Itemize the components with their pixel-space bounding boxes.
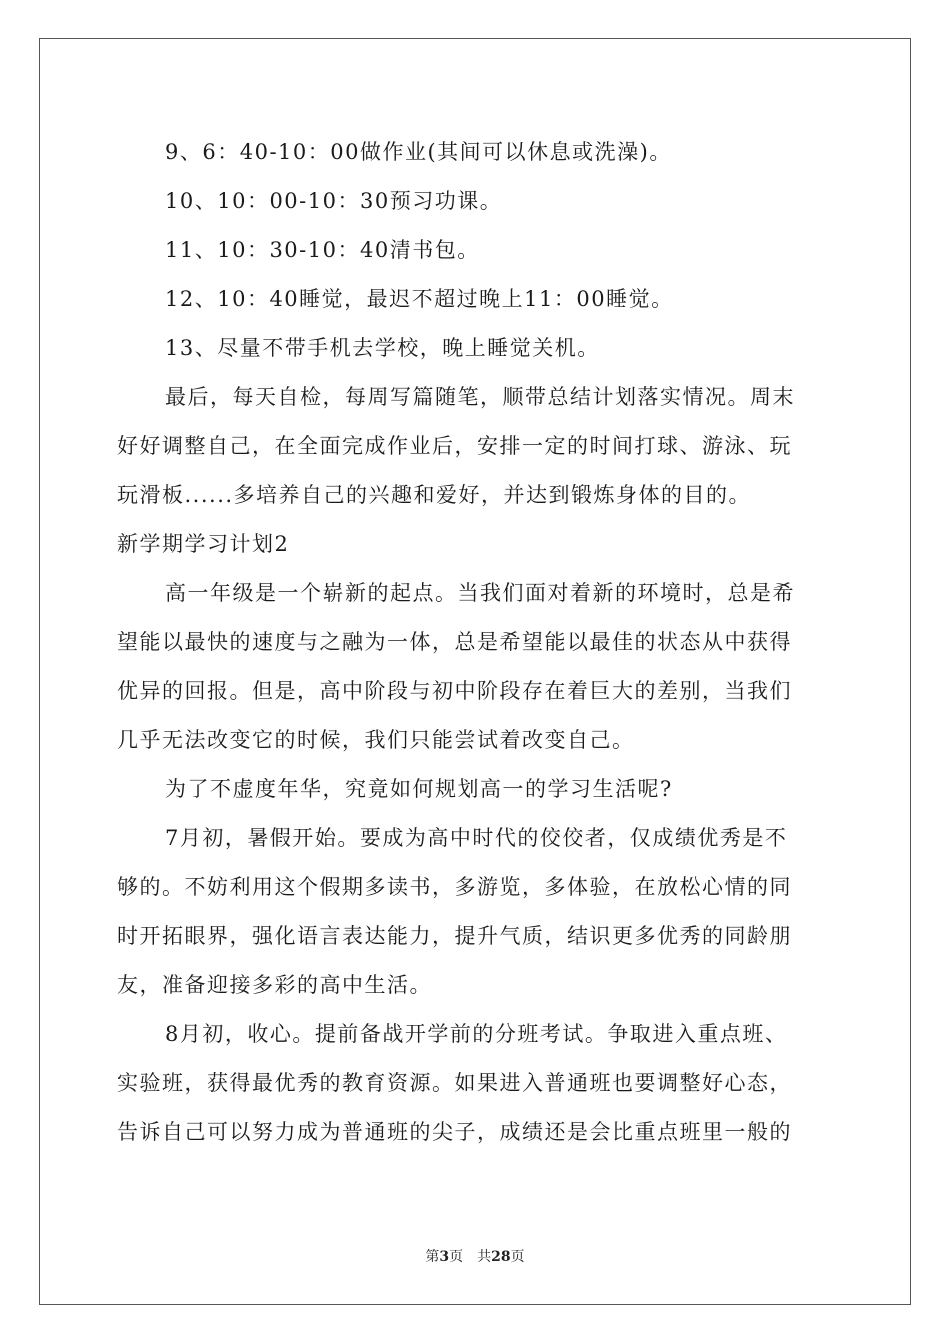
paragraph-line: 7月初，暑假开始。要成为高中时代的佼佼者，仅成绩优秀是不 bbox=[165, 826, 788, 850]
list-item: 11、10：30-10：40清书包。 bbox=[165, 238, 480, 262]
paragraph-line: 玩滑板......多培养自己的兴趣和爱好，并达到锻炼身体的目的。 bbox=[117, 483, 752, 507]
paragraph-line: 高一年级是一个崭新的起点。当我们面对着新的环境时，总是希 bbox=[165, 581, 795, 605]
document-body bbox=[117, 128, 835, 1157]
paragraph-line: 友，准备迎接多彩的高中生活。 bbox=[117, 973, 432, 997]
total-pages: 28 bbox=[491, 1249, 511, 1265]
paragraph bbox=[117, 765, 835, 814]
paragraph-line: 时开拓眼界，强化语言表达能力，提升气质，结识更多优秀的同龄朋 bbox=[117, 924, 792, 948]
paragraph-line: 告诉自己可以努力成为普通班的尖子，成绩还是会比重点班里一般的 bbox=[117, 1120, 792, 1144]
list-item: 9、6：40-10：00做作业(其间可以休息或洗澡)。 bbox=[165, 140, 672, 164]
list-item: 10、10：00-10：30预习功课。 bbox=[165, 189, 503, 213]
paragraph-line: 为了不虚度年华，究竟如何规划高一的学习生活呢? bbox=[165, 777, 673, 801]
footer-prefix: 第 bbox=[425, 1249, 440, 1265]
paragraph-line: 实验班，获得最优秀的教育资源。如果进入普通班也要调整好心态， bbox=[117, 1071, 792, 1095]
footer-suffix: 页 bbox=[510, 1249, 525, 1265]
paragraph-line: 最后，每天自检，每周写篇随笔，顺带总结计划落实情况。周末 bbox=[165, 385, 795, 409]
paragraph-line: 优异的回报。但是，高中阶段与初中阶段存在着巨大的差别，当我们 bbox=[117, 679, 792, 703]
paragraph bbox=[117, 569, 835, 765]
page-number: 3 bbox=[439, 1249, 450, 1265]
paragraph bbox=[117, 814, 835, 1010]
paragraph-line: 够的。不妨利用这个假期多读书，多游览，多体验，在放松心情的同 bbox=[117, 875, 792, 899]
closing-paragraph bbox=[117, 373, 835, 520]
paragraph-line: 好好调整自己，在全面完成作业后，安排一定的时间打球、游泳、玩 bbox=[117, 434, 792, 458]
list-item: 13、尽量不带手机去学校，晚上睡觉关机。 bbox=[165, 336, 600, 360]
footer-mid: 页 共 bbox=[449, 1249, 492, 1265]
section-title: 新学期学习计划2 bbox=[117, 532, 290, 556]
page-footer bbox=[0, 1246, 950, 1266]
list-item: 12、10：40睡觉，最迟不超过晚上11：00睡觉。 bbox=[165, 287, 674, 311]
paragraph-line: 望能以最快的速度与之融为一体，总是希望能以最佳的状态从中获得 bbox=[117, 630, 792, 654]
paragraph-line: 几乎无法改变它的时候，我们只能尝试着改变自己。 bbox=[117, 728, 635, 752]
paragraph bbox=[117, 1010, 835, 1157]
paragraph-line: 8月初，收心。提前备战开学前的分班考试。争取进入重点班、 bbox=[165, 1022, 788, 1046]
